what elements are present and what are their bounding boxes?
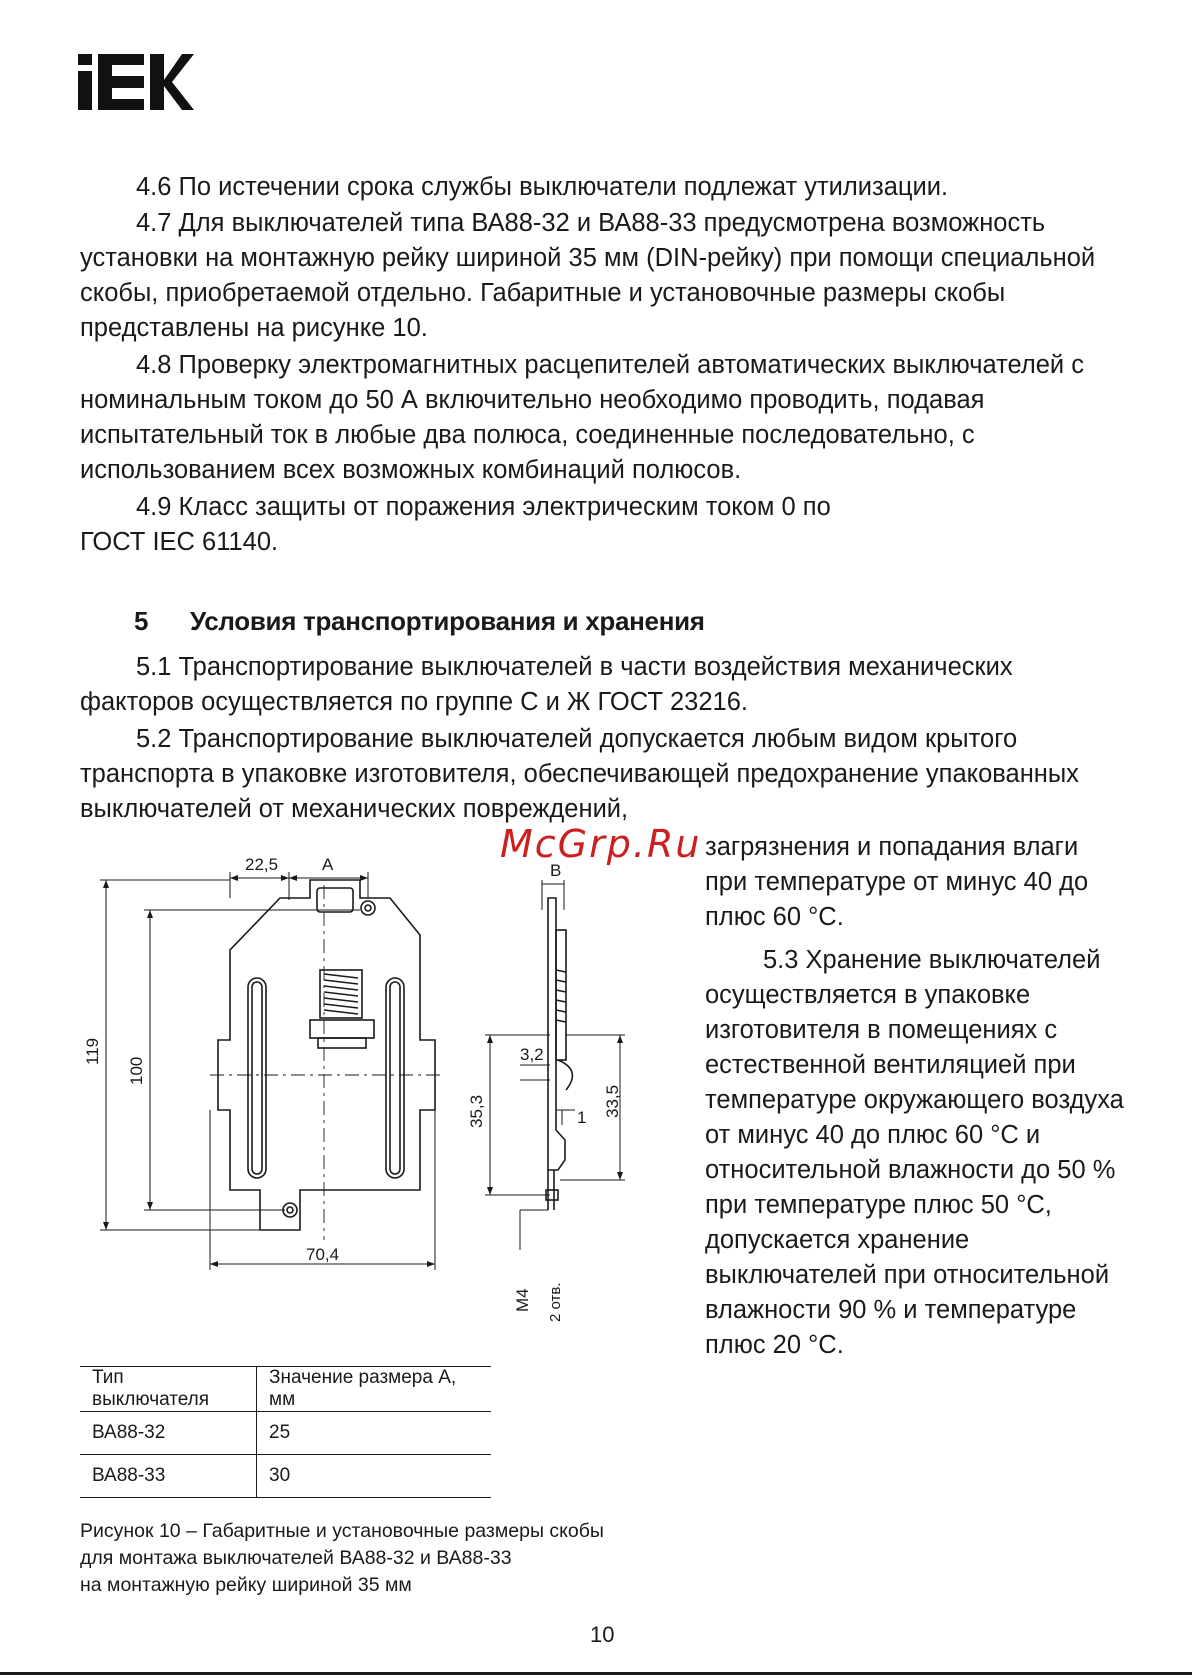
figure-caption [80,1518,640,1599]
table-row [80,1455,491,1498]
table-cell-type: ВА88-33 [80,1455,257,1498]
caption-line: для монтажа выключателей ВА88-32 и ВА88-33 [80,1547,512,1569]
section-5-heading [134,606,705,637]
paragraph-5-2-tail: загрязнения и попадания влаги при температуре от минус 40 до плюс 60 °С. [705,833,1089,931]
iek-logo [78,54,194,110]
dim-22-5: 22,5 [245,855,279,874]
table-header-type: Тип выключателя [80,1367,257,1412]
dim-a: A [322,855,334,874]
dim-119: 119 [83,1037,102,1065]
section-title: Условия транспортирования и хранения [190,606,705,636]
paragraph-4-8: 4.8 Проверку электромагнитных расцепителей автоматических выключателей с номинальным током до 50 А включительно необходимо проводить, подавая испытательный ток в любые два полюса, соединенные последовательно, с использованием всех возможных комбинаций полюсов. [80,351,1084,484]
caption-line: Рисунок 10 – Габаритные и установочные размеры скобы [80,1520,604,1542]
paragraph-5-1: 5.1 Транспортирование выключателей в части воздействия механических факторов осуществляется по группе С и Ж ГОСТ 23216. [80,653,1013,716]
dim-b: B [550,861,562,880]
table-header-row [80,1367,491,1412]
dim-2-holes: 2 отв. [547,1282,564,1322]
table-cell-value: 25 [257,1412,492,1455]
paragraph-4-7: 4.7 Для выключателей типа ВА88-32 и ВА88-33 предусмотрена возможность установки на монтажную рейку шириной 35 мм (DIN-рейку) при помощи специальной скобы, приобретаемой отдельно. Габаритные и установочные размеры скобы представлены на рисунке 10. [80,209,1096,342]
paragraph-5-2: 5.2 Транспортирование выключателей допускается любым видом крытого транспорта в упаковке изготовителя, обеспечивающей предохранение упакованных выключателей от механических повреждений, [80,725,1079,823]
table-row [80,1412,491,1455]
page-number: 10 [590,1622,615,1647]
bracket-drawing [80,855,680,1340]
section-number: 5 [134,606,149,636]
dim-1: 1 [577,1108,587,1127]
paragraph-4-9: 4.9 Класс защиты от поражения электрическим током 0 по ГОСТ IEC 61140. [80,493,831,556]
table-header-value: Значение размера А, мм [257,1367,492,1412]
dim-33-5: 33,5 [603,1084,622,1118]
dimension-table [80,1366,491,1498]
table-cell-type: ВА88-32 [80,1412,257,1455]
paragraph-4-6: 4.6 По истечении срока службы выключатели подлежат утилизации. [136,173,949,201]
watermark: McGrp.Ru [500,822,702,866]
right-column-text [705,830,1125,1363]
dim-100: 100 [127,1056,146,1085]
dim-3-2: 3,2 [520,1045,544,1064]
caption-line: на монтажную рейку шириной 35 мм [80,1574,412,1596]
table-cell-value: 30 [257,1455,492,1498]
paragraph-5-3: 5.3 Хранение выключателей осуществляется в упаковке изготовителя в помещениях с естественной вентиляцией при температуре окружающего воздуха от минус 40 до плюс 60 °С и относительной влажности до 50 % при температуре плюс 50 °С, допускается хранение выключателей при относительной влажности 90 % и температуре плюс 20 °С. [705,946,1124,1359]
dim-m4: M4 [513,1288,532,1312]
dim-35-3: 35,3 [467,1094,486,1128]
bottom-rule [0,1672,1192,1675]
dim-70-4: 70,4 [306,1245,340,1264]
